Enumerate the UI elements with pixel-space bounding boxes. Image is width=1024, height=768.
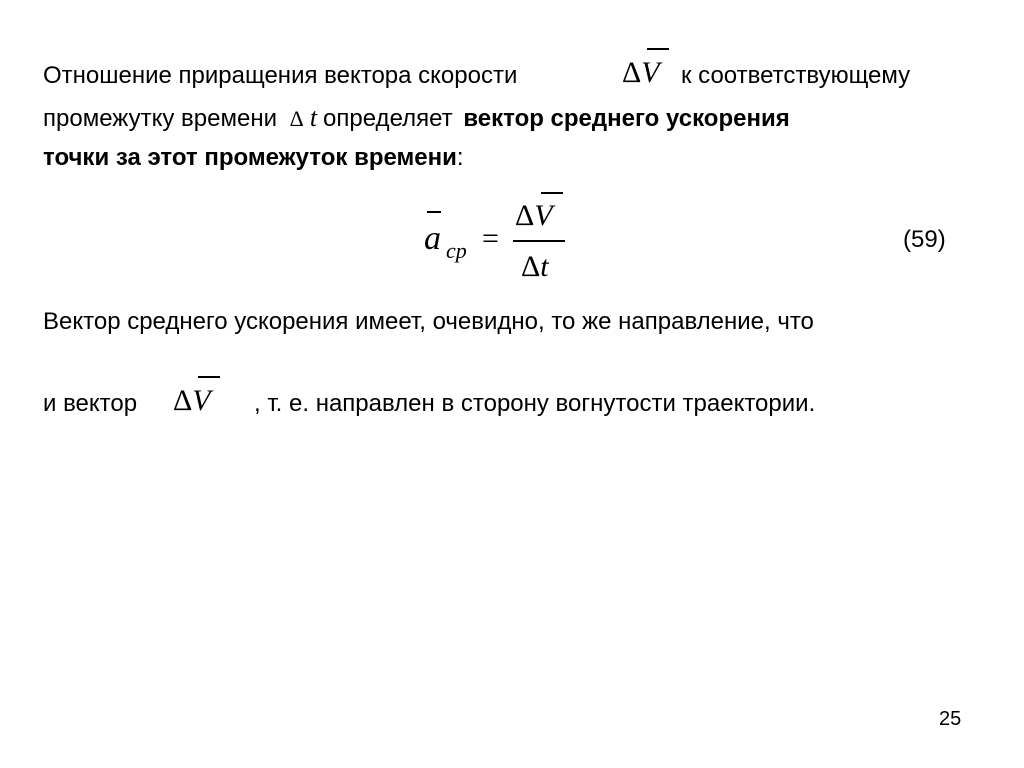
numerator-v: V [534, 199, 553, 232]
para1-line1-text: Отношение приращения вектора скорости [43, 62, 518, 89]
v-symbol: V [192, 384, 211, 417]
formula-a [424, 222, 441, 256]
equation-number [903, 228, 946, 252]
delta-v-vector-1 [622, 58, 660, 88]
delta-v-vector-2 [173, 386, 211, 416]
delta-symbol: Δ [173, 384, 193, 417]
formula-denominator [521, 252, 549, 282]
dt-delta: Δ [289, 106, 304, 131]
subscript-text: ср [446, 238, 467, 263]
para1-line3-bold: точки за этот промежуток времени [43, 144, 457, 171]
equation-number-text: (59) [903, 226, 946, 253]
denominator-t: t [540, 250, 549, 283]
dt-expression [289, 103, 323, 132]
para2-line2-start-text: и вектор [43, 390, 138, 417]
a-symbol: a [424, 220, 441, 257]
page-number [939, 709, 961, 729]
para2-line2-tail-text: , т. е. направлен в сторону вогнутости траектории. [254, 390, 816, 417]
para1-line1 [43, 64, 517, 88]
para2-line2-tail [254, 392, 815, 416]
vector-bar [647, 48, 669, 50]
numerator-delta: Δ [515, 199, 535, 232]
denominator-delta: Δ [521, 250, 541, 283]
vector-bar [198, 376, 220, 378]
page-number-text: 25 [939, 708, 962, 730]
equals-sign: = [482, 222, 499, 255]
para1-line1-tail-text: к соответствующему [681, 62, 911, 89]
para1-line2 [43, 105, 790, 131]
para1-line2-mid: определяет [323, 105, 453, 132]
numerator-vector-bar [541, 192, 563, 194]
para1-line1-tail [681, 64, 910, 88]
v-symbol: V [641, 56, 660, 89]
formula-equals [482, 224, 499, 254]
para1-line2-bold: вектор среднего ускорения [463, 105, 790, 132]
delta-symbol: Δ [622, 56, 642, 89]
para2-line1-text: Вектор среднего ускорения имеет, очевидно, то же направление, что [43, 308, 814, 335]
para1-line3-colon: : [456, 144, 464, 171]
dt-t: t [309, 103, 318, 132]
a-vector-bar [427, 211, 441, 213]
para1-line3 [43, 146, 464, 170]
para2-line2-start [43, 392, 137, 416]
formula-numerator [515, 201, 553, 231]
formula-subscript [446, 240, 467, 262]
fraction-bar [513, 240, 565, 242]
para1-line2-text: промежутку времени [43, 105, 277, 132]
para2-line1 [43, 310, 814, 334]
